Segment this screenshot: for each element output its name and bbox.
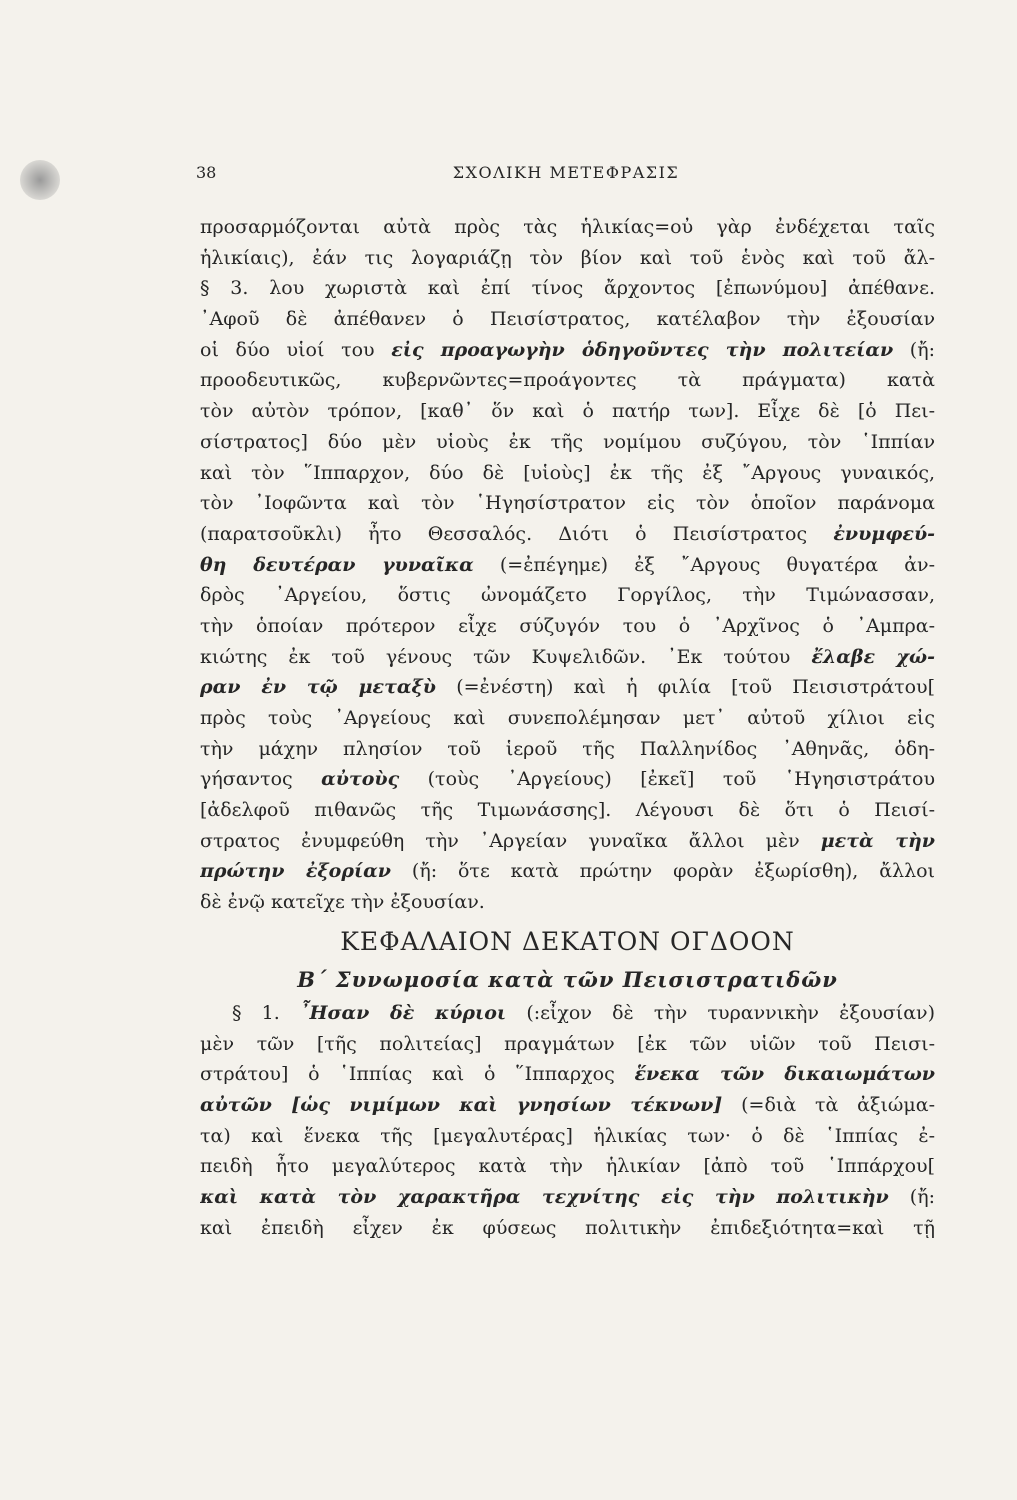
chapter-title: ΚΕΦΑΛΑΙΟΝ ΔΕΚΑΤΟΝ ΟΓΔΟΟΝ bbox=[340, 926, 795, 956]
text-line: πρώτην ἐξορίαν (ἤ: ὅτε κατὰ πρώτην φορὰν ἐξωρίσθη), ἄλλοι bbox=[200, 860, 935, 883]
text-line: ραν ἐν τῷ μεταξὺ (=ἐνέστη) καὶ ἡ φιλία [τοῦ Πεισιστράτου[ bbox=[200, 676, 935, 699]
text-line: πρὸς τοὺς ᾿Αργείους καὶ συνεπολέμησαν μετ᾿ αὐτοῦ χίλιοι εἰς bbox=[200, 707, 935, 729]
text-line: ἡλικίαις), ἐάν τις λογαριάζῃ τὸν βίον καὶ τοῦ ἑνὸς καὶ τοῦ ἄλ- bbox=[200, 246, 935, 269]
emphasis: θη δευτέραν γυναῖκα bbox=[200, 553, 474, 576]
emphasis: αὐτοὺς bbox=[321, 768, 400, 791]
emphasis: ἐνυμφεύ- bbox=[833, 522, 935, 545]
text-line: δρὸς ᾿Αργείου, ὅστις ὠνομάζετο Γοργίλος, τὴν Τιμώνασσαν, bbox=[200, 584, 935, 607]
emphasis: καὶ κατὰ τὸν χαρακτῆρα τεχνίτης εἰς τὴν πολιτικὴν bbox=[200, 1185, 889, 1208]
page-smudge bbox=[20, 160, 60, 200]
body-text bbox=[200, 212, 935, 1243]
text-line: θη δευτέραν γυναῖκα (=ἐπέγημε) ἐξ ῎Αργους θυγατέρα ἀν- bbox=[200, 553, 935, 576]
text-line: αὐτῶν [ὡς νιμίμων καὶ γνησίων τέκνων] (=διὰ τὰ ἀξιώμα- bbox=[200, 1093, 935, 1116]
text-line: ᾿Αφοῦ δὲ ἀπέθανεν ὁ Πεισίστρατος, κατέλαβον τὴν ἐξουσίαν bbox=[200, 308, 935, 331]
text-line: προσαρμόζονται αὐτὰ πρὸς τὰς ἡλικίας=οὐ γὰρ ἐνδέχεται ταῖς bbox=[200, 216, 935, 238]
text-line: τα) καὶ ἕνεκα τῆς [μεγαλυτέρας] ἡλικίας των· ὁ δὲ ῾Ιππίας ἐ- bbox=[200, 1124, 935, 1147]
emphasis: ἔλαβε χώ- bbox=[811, 645, 935, 668]
text-line: καὶ ἐπειδὴ εἶχεν ἐκ φύσεως πολιτικὴν ἐπιδεξιότητα=καὶ τῇ bbox=[200, 1216, 935, 1239]
text-line: μὲν τῶν [τῆς πολιτείας] πραγμάτων [ἐκ τῶν υἱῶν τοῦ Πεισι- bbox=[200, 1032, 935, 1055]
emphasis: εἰς προαγωγὴν ὁδηγοῦντες τὴν πολιτείαν bbox=[391, 338, 894, 361]
text-line: καὶ κατὰ τὸν χαρακτῆρα τεχνίτης εἰς τὴν πολιτικὴν (ἤ: bbox=[200, 1185, 935, 1208]
emphasis: πρώτην ἐξορίαν bbox=[200, 860, 391, 883]
text-line: τὴν ὁποίαν πρότερον εἶχε σύζυγόν του ὁ ᾿Αρχῖνος ὁ ᾿Αμπρα- bbox=[200, 614, 935, 637]
emphasis: μετὰ τὴν bbox=[820, 829, 935, 852]
emphasis: ἕνεκα τῶν δικαιωμάτων bbox=[634, 1063, 935, 1086]
text-line: οἱ δύο υἱοί του εἰς προαγωγὴν ὁδηγοῦντες τὴν πολιτείαν (ἤ: bbox=[200, 338, 935, 361]
text-line: δὲ ἐνῷ κατεῖχε τὴν ἐξουσίαν. bbox=[200, 891, 485, 914]
emphasis: ῏Ησαν δὲ κύριοι bbox=[300, 1001, 507, 1024]
text-line: τὸν ᾿Ιοφῶντα καὶ τὸν ῾Ηγησίστρατον εἰς τὸν ὁποῖον παράνομα bbox=[200, 492, 935, 515]
text-line: γήσαντος αὐτοὺς (τοὺς ᾿Αργείους) [ἐκεῖ] τοῦ ῾Ηγησιστράτου bbox=[200, 768, 935, 791]
text-line: § 3. λου χωριστὰ καὶ ἐπί τίνος ἄρχοντος [ἐπωνύμου] ἀπέθανε. bbox=[200, 277, 935, 300]
chapter-subtitle: Β΄ Συνωμοσία κατὰ τῶν Πεισιστρατιδῶν bbox=[297, 966, 838, 992]
text-line: σίστρατος] δύο μὲν υἱοὺς ἐκ τῆς νομίμου συζύγου, τὸν ῾Ιππίαν bbox=[200, 430, 935, 453]
section-mark: § 1. bbox=[232, 1001, 280, 1024]
text-line: καὶ τὸν ῞Ιππαρχον, δύο δὲ [υἱοὺς] ἐκ τῆς ἐξ ῎Αργους γυναικός, bbox=[200, 461, 935, 484]
text-line: τὴν μάχην πλησίον τοῦ ἱεροῦ τῆς Παλληνίδος ᾿Αθηνᾶς, ὁδη- bbox=[200, 737, 935, 760]
text-line: προοδευτικῶς, κυβερνῶντες=προάγοντες τὰ πράγματα) κατὰ bbox=[200, 369, 935, 392]
text-line: § 1. ῏Ησαν δὲ κύριοι (:εἶχον δὲ τὴν τυραννικὴν ἐξουσίαν) bbox=[232, 1001, 935, 1024]
text-line: (παρατσοῦκλι) ἦτο Θεσσαλός. Διότι ὁ Πεισίστρατος ἐνυμφεύ- bbox=[200, 522, 935, 545]
text-line: κιώτης ἐκ τοῦ γένους τῶν Κυψελιδῶν. ᾿Εκ τούτου ἔλαβε χώ- bbox=[200, 645, 935, 668]
emphasis: αὐτῶν [ὡς νιμίμων καὶ γνησίων τέκνων] bbox=[200, 1093, 723, 1116]
running-title: ΣΧΟΛΙΚΗ ΜΕΤΕΦΡΑΣΙΣ bbox=[452, 163, 680, 182]
page-number: 38 bbox=[196, 163, 217, 182]
text-line: πειδὴ ἦτο μεγαλύτερος κατὰ τὴν ἡλικίαν [ἀπὸ τοῦ ῾Ιππάρχου[ bbox=[200, 1155, 935, 1178]
text-line: [ἀδελφοῦ πιθανῶς τῆς Τιμωνάσσης]. Λέγουσι δὲ ὅτι ὁ Πεισί- bbox=[200, 799, 935, 822]
text-line: στρατος ἐνυμφεύθη τὴν ᾿Αργείαν γυναῖκα ἄλλοι μὲν μετὰ τὴν bbox=[200, 829, 935, 852]
text-line: στράτου] ὁ ῾Ιππίας καὶ ὁ ῞Ιππαρχος ἕνεκα τῶν δικαιωμάτων bbox=[200, 1063, 935, 1086]
emphasis: ραν ἐν τῷ μεταξὺ bbox=[200, 676, 436, 699]
text-line: τὸν αὐτὸν τρόπον, [καθ᾿ ὅν καὶ ὁ πατήρ των]. Εἶχε δὲ [ὁ Πει- bbox=[200, 400, 935, 423]
page-header bbox=[196, 163, 936, 193]
